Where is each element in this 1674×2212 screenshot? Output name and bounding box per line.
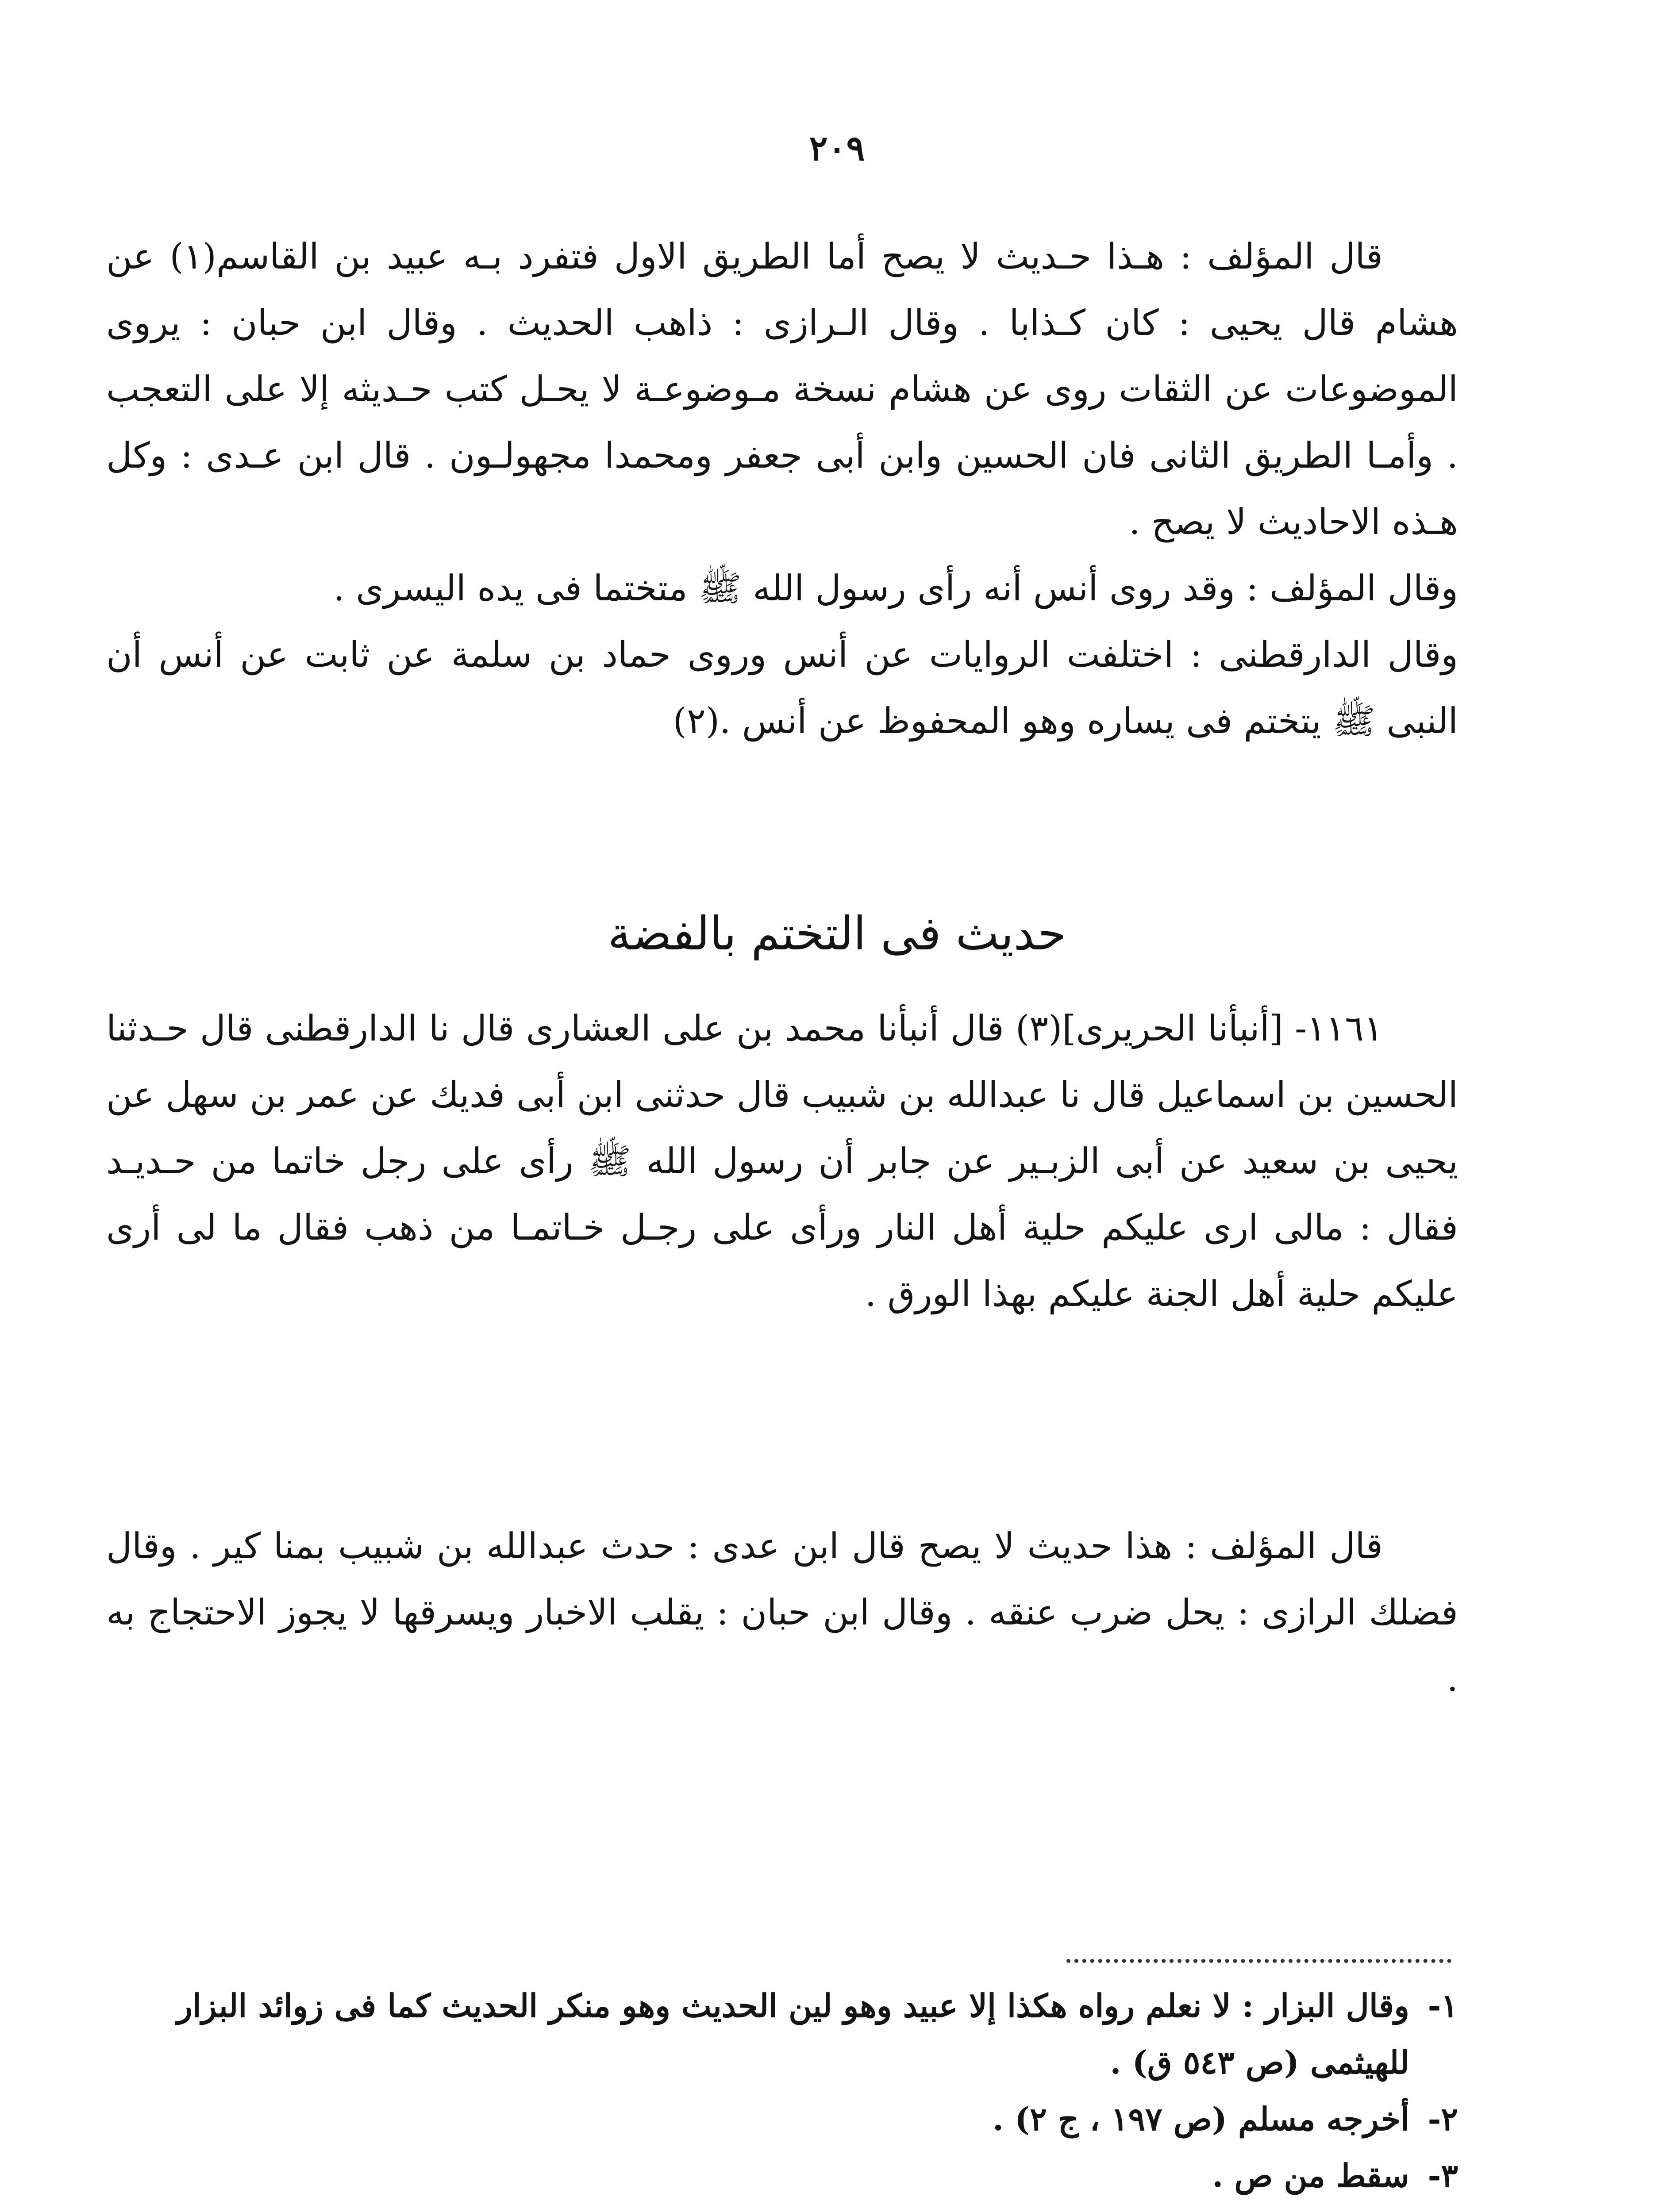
footnote-separator: [1066, 1959, 1451, 1963]
footnote-text: أخرجه مسلم (ص ١٩٧ ، ج ٢) .: [992, 2100, 1409, 2138]
paragraph: وقال الدارقطنى : اختلفت الروايات عن أنس وروى حماد بن سلمة عن ثابت عن أنس أن النبى ﷺ يتختم فى يساره وهو المحفوظ عن أنس .(٢): [106, 634, 1458, 741]
footnote: [106, 2091, 1458, 2147]
commentary-block: [106, 223, 1458, 754]
page-number: ٢٠٩: [809, 128, 865, 169]
footnote: [106, 1978, 1458, 2091]
paragraph: قال المؤلف : هـذا حـديث لا يصح أما الطريق الاول فتفرد بـه عبيد بن القاسم(١) عن هشام قال يحيى : كان كـذابا . وقال الـرازى : ذاهب الحديث . وقال ابن حبان : يروى الموضوعات عن الثقات روى عن هشام نسخة مـوضوعـة لا يحـل كتب حـديثه إلا على التعجب . وأمـا الطريق الثانى فان الحسين وابن أبى جعفر ومحمدا مجهولـون . قال ابن عـدى : وكل هـذه الاحاديث لا يصح .: [106, 236, 1458, 542]
paragraph: ١١٦١- [أنبأنا الحريرى](٣) قال أنبأنا محمد بن على العشارى قال نا الدارقطنى قال حـدثنا الحسين بن اسماعيل قال نا عبدالله بن شبيب قال حدثنى ابن أبى فديك عن عمر بن سهل عن يحيى بن سعيد عن أبى الزبـير عن جابر أن رسول الله ﷺ رأى على رجل خاتما من حـديـد فقال : مالى ارى عليكم حلية أهل النار ورأى على رجـل خـاتمـا من ذهب فقال ما لى أرى عليكم حلية أهل الجنة عليكم بهذا الورق .: [106, 1008, 1458, 1314]
paragraph: قال المؤلف : هذا حديث لا يصح قال ابن عدى : حدث عبدالله بن شبيب بمنا كير . وقال فضلك الرازى : يحل ضرب عنقه . وقال ابن حبان : يقلب الاخبار ويسرقها لا يجوز الاحتجاج به .: [106, 1525, 1458, 1699]
footnotes: [106, 1978, 1458, 2204]
footnote-number: ٢-: [1428, 2100, 1458, 2138]
footnote-text: وقال البزار : لا نعلم رواه هكذا إلا عبيد وهو لين الحديث وهو منكر الحديث كما فى زوائد البزار للهيثمى (ص ٥٤٣ ق) .: [177, 1987, 1409, 2081]
paragraph: وقال المؤلف : وقد روى أنس أنه رأى رسول الله ﷺ متختما فى يده اليسرى .: [333, 568, 1458, 609]
footnote-text: سقط من ص .: [1212, 2157, 1409, 2194]
footnote: [106, 2147, 1458, 2204]
commentary-block: [106, 1513, 1458, 1712]
footnote-number: ٣-: [1428, 2157, 1458, 2194]
section-heading: حديث فى التختم بالفضة: [608, 906, 1066, 960]
footnote-number: ١-: [1428, 1987, 1458, 2024]
hadith-block: [106, 995, 1458, 1327]
